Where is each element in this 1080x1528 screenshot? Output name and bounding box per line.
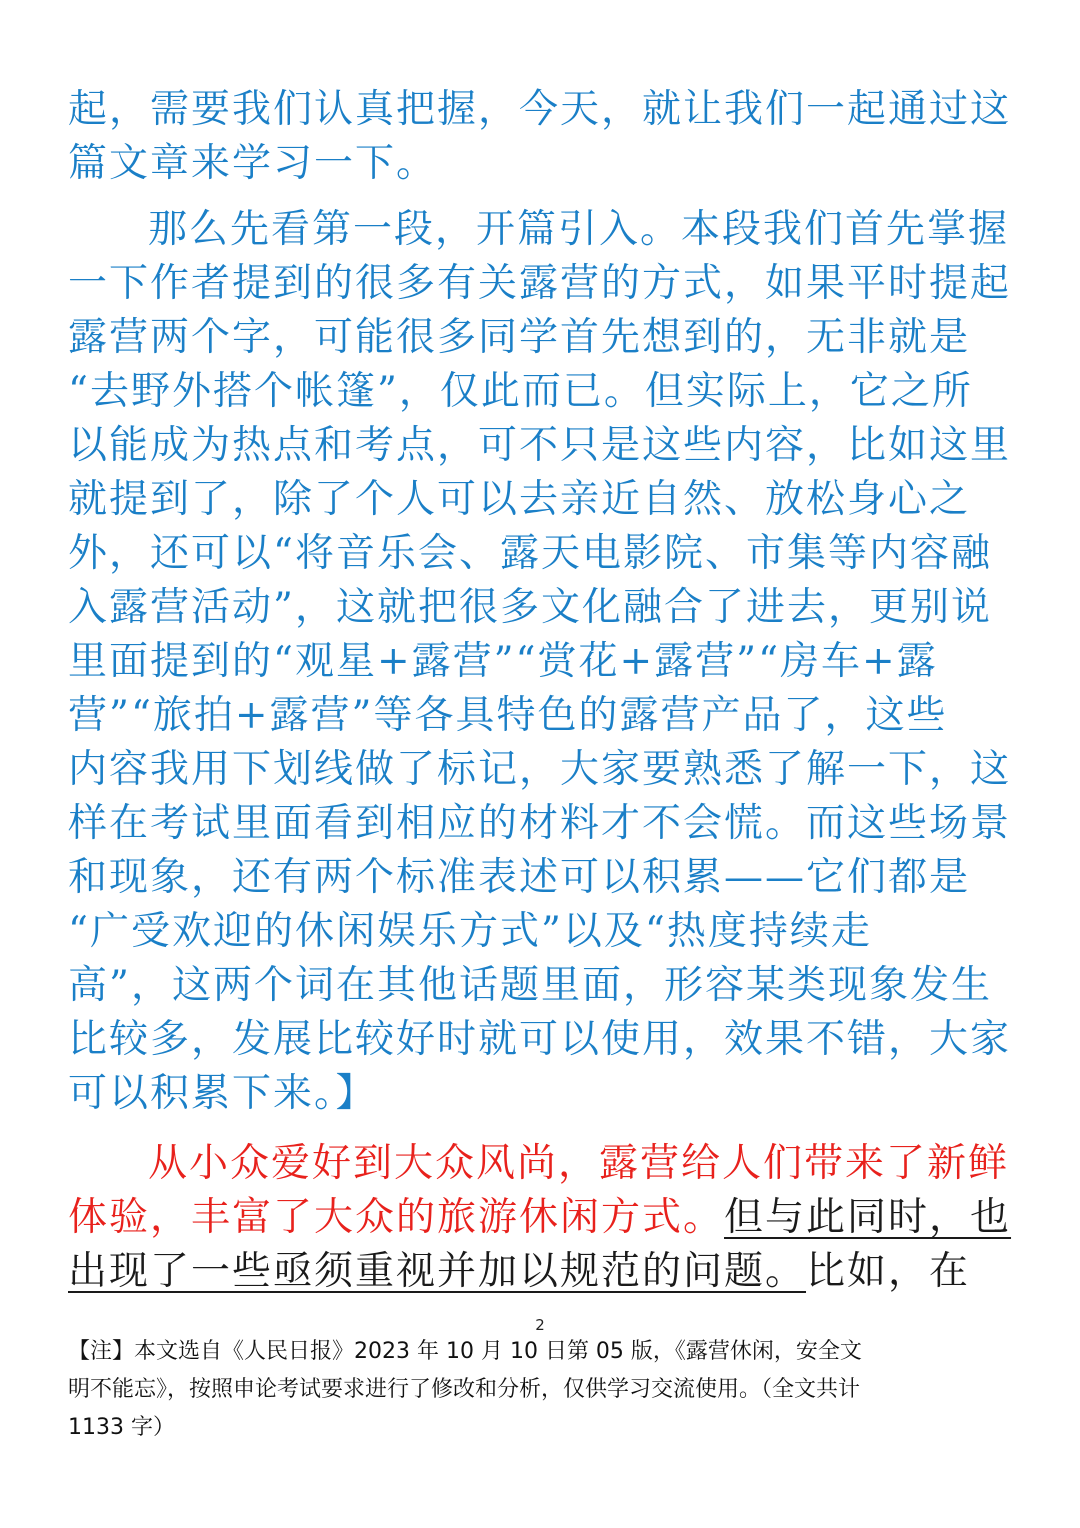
source-text-line: 从小众爱好到大众风尚，露营给人们带来了新鲜	[148, 1141, 1010, 1186]
underlined-text: 但与此同时，也	[724, 1195, 1012, 1240]
analysis-line: 营”“旅拍+露营”等各具特色的露营产品了，这些	[68, 693, 948, 738]
analysis-line: 内容我用下划线做了标记，大家要熟悉了解一下，这	[68, 747, 1012, 792]
analysis-line: 外，还可以“将音乐会、露天电影院、市集等内容融	[68, 531, 992, 576]
underlined-text: 出现了一些亟须重视并加以规范的问题。	[68, 1249, 807, 1294]
analysis-line: 比较多，发展比较好时就可以使用，效果不错，大家	[68, 1017, 1012, 1062]
analysis-line: 就提到了，除了个人可以去亲近自然、放松身心之	[68, 477, 971, 522]
analysis-line: 样在考试里面看到相应的材料才不会慌。而这些场景	[68, 801, 1012, 846]
source-text-line	[68, 1194, 1011, 1242]
analysis-line: 那么先看第一段，开篇引入。本段我们首先掌握	[148, 207, 1010, 252]
page-number: 2	[535, 1316, 545, 1334]
analysis-line: “去野外搭个帐篷”，仅此而已。但实际上，它之所	[68, 369, 973, 414]
analysis-line: 一下作者提到的很多有关露营的方式，如果平时提起	[68, 261, 1012, 306]
analysis-line: 里面提到的“观星+露营”“赏花+露营”“房车+露	[68, 639, 938, 684]
source-text-line	[68, 1248, 970, 1296]
analysis-line: 篇文章来学习一下。	[68, 141, 438, 186]
source-text-red: 体验，丰富了大众的旅游休闲方式。	[68, 1195, 725, 1240]
analysis-line: 以能成为热点和考点，可不只是这些内容，比如这里	[68, 423, 1012, 468]
analysis-line: 入露营活动”，这就把很多文化融合了进去，更别说	[68, 585, 992, 630]
body-text: 比如，在	[806, 1249, 971, 1294]
analysis-line: 起，需要我们认真把握，今天，就让我们一起通过这	[68, 87, 1012, 132]
analysis-line: 可以积累下来。】	[68, 1071, 377, 1116]
analysis-line: 露营两个字，可能很多同学首先想到的，无非就是	[68, 315, 971, 360]
analysis-line: “广受欢迎的休闲娱乐方式”以及“热度持续走	[68, 909, 872, 954]
analysis-line: 高”，这两个词在其他话题里面，形容某类现象发生	[68, 963, 992, 1008]
analysis-line: 和现象，还有两个标准表述可以积累——它们都是	[68, 855, 971, 900]
footnote-line: 明不能忘》，按照申论考试要求进行了修改和分析，仅供学习交流使用。（全文共计	[68, 1377, 861, 1402]
footnote-line: 1133 字）	[68, 1415, 175, 1440]
footnote-line: 【注】本文选自《人民日报》2023 年 10 月 10 日第 05 版，《露营休闲，安全文	[68, 1339, 862, 1364]
